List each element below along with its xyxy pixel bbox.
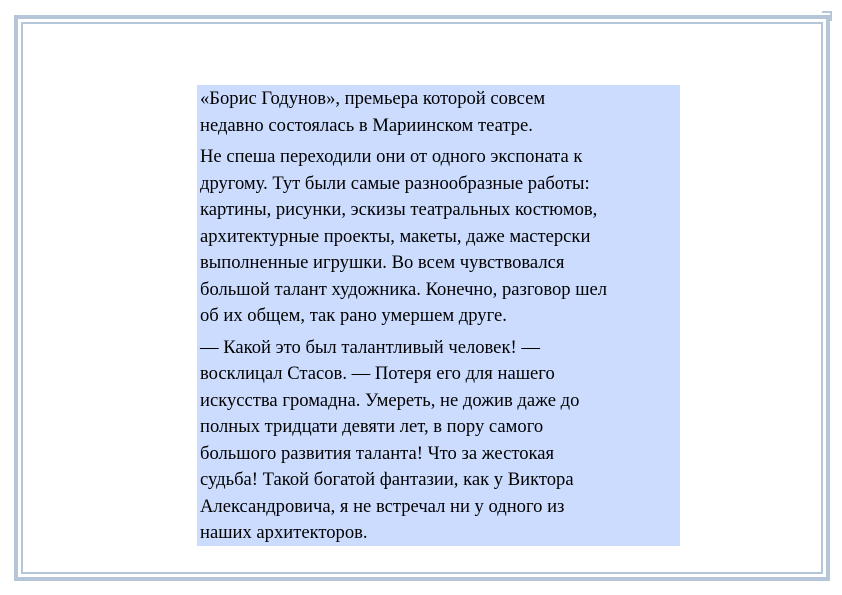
paragraph-intro: «Борис Годунов», премьера которой совсем недавно состоялась в Мариинском театре. bbox=[200, 88, 546, 136]
paragraph-stasov-quote: — Какой это был талантливый человек! — восклицал Стасов. — Потеря его для нашего искусства громадна. Умереть, не дожив даже до полных тридцати девяти лет, в пору самого большого развития таланта! Что за жестокая судьба! Такой богатой фантазии, как у Виктора Александровича, я не встречал ни у одного из наших архитекторов. bbox=[200, 336, 580, 543]
paragraph-exhibition: Не спеша переходили они от одного экспоната к другому. Тут были самые разнообразные работы: картины, рисунки, эскизы театральных костюмов, архитектурные проекты, макеты, даже мастерски выполненные игрушки. Во всем чувствовался большой талант художника. Конечно, разговор шел об их общем, так рано умершем друге. bbox=[200, 146, 608, 326]
text-block bbox=[197, 85, 680, 546]
frame-corner-decoration bbox=[822, 11, 832, 21]
